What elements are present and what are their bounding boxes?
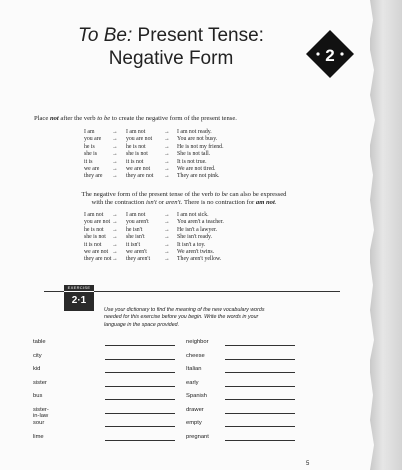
vocab-word: drawer xyxy=(186,406,204,413)
torn-page-edge xyxy=(370,0,402,470)
answer-line[interactable] xyxy=(225,386,295,387)
negative-form: we aren't xyxy=(126,248,147,255)
answer-line[interactable] xyxy=(225,372,295,373)
negative-form: I am not xyxy=(126,212,146,218)
page-number: 5 xyxy=(306,461,310,467)
negative-form: she isn't xyxy=(126,234,145,241)
example-sentence: We are not tired. xyxy=(177,165,216,172)
negative-form: you are not xyxy=(126,136,153,143)
pronoun-form: he is not xyxy=(84,226,104,233)
arrow-icon: → xyxy=(164,151,170,158)
arrow-icon: → xyxy=(164,173,170,180)
vocab-word: Italian xyxy=(186,366,202,372)
arrow-icon: → xyxy=(164,129,170,135)
pronoun-form: he is xyxy=(84,143,95,150)
exercise-badge: EXERCISE 2·1 xyxy=(64,285,94,311)
vocab-word: sister-in-law xyxy=(33,406,49,419)
negative-form: they are not xyxy=(126,173,154,180)
pronoun-form: you are not xyxy=(84,219,111,226)
example-sentence: I am not ready. xyxy=(177,129,212,135)
arrow-icon: → xyxy=(164,241,170,248)
arrow-icon: → xyxy=(164,143,170,150)
answer-line[interactable] xyxy=(105,372,175,373)
answer-line[interactable] xyxy=(105,426,175,427)
vocab-word: empty xyxy=(186,420,202,426)
pronoun-form: I am not xyxy=(84,212,104,218)
example-sentence: They are not pink. xyxy=(177,173,220,180)
pronoun-form: we are xyxy=(84,165,100,172)
negative-form: you aren't xyxy=(126,219,149,226)
pronoun-form: you are xyxy=(84,136,102,143)
arrow-icon: → xyxy=(112,248,118,255)
arrow-icon: → xyxy=(112,241,118,248)
vocab-word: pregnant xyxy=(186,433,209,440)
example-sentence: He isn't a lawyer. xyxy=(177,226,218,233)
answer-line[interactable] xyxy=(225,345,295,346)
intro-paragraph-1: Place not after the verb to be to create the negative form of the present tense. xyxy=(34,115,237,122)
answer-line[interactable] xyxy=(105,440,175,441)
arrow-icon: → xyxy=(164,219,170,226)
negative-form: it is not xyxy=(126,158,144,165)
arrow-icon: → xyxy=(164,212,170,218)
vocab-word: sour xyxy=(33,420,45,426)
example-sentence: You aren't a teacher. xyxy=(177,219,224,226)
exercise-rule xyxy=(94,291,340,292)
negative-form: he isn't xyxy=(126,226,143,233)
pronoun-form: I am xyxy=(84,129,95,135)
vocab-word: city xyxy=(33,352,42,359)
negative-form: she is not xyxy=(126,151,148,158)
vocab-word: table xyxy=(33,339,46,345)
negative-form: he is not xyxy=(126,143,146,150)
chapter-number: 2 xyxy=(325,46,335,65)
example-sentence: He is not my friend. xyxy=(177,143,224,150)
vocab-word: Spanish xyxy=(186,393,207,399)
example-sentence: They aren't yellow. xyxy=(177,256,222,263)
vocab-word: neighbor xyxy=(186,339,209,345)
answer-line[interactable] xyxy=(105,399,175,400)
arrow-icon: → xyxy=(112,129,118,135)
example-sentence: You are not busy. xyxy=(177,136,218,143)
example-sentence: We aren't twins. xyxy=(177,248,215,255)
example-sentence: It isn't a toy. xyxy=(177,241,206,248)
example-sentence: She is not tall. xyxy=(177,151,211,158)
answer-line[interactable] xyxy=(105,413,175,414)
pronoun-form: it is not xyxy=(84,241,102,248)
arrow-icon: → xyxy=(112,165,118,172)
negative-form: it isn't xyxy=(126,241,141,248)
pronoun-form: we are not xyxy=(84,248,109,255)
vocab-word: sister xyxy=(33,379,47,386)
example-sentence: It is not true. xyxy=(177,158,207,165)
answer-line[interactable] xyxy=(225,359,295,360)
arrow-icon: → xyxy=(112,143,118,150)
pronoun-form: she is not xyxy=(84,234,106,241)
arrow-icon: → xyxy=(164,234,170,241)
intro-paragraph-2: The negative form of the present tense of the verb to be can also be expressed with the contraction isn't or aren't. There is no contraction for am not. xyxy=(81,191,287,206)
arrow-icon: → xyxy=(112,234,118,241)
page-title: To Be: Present Tense: Negative Form xyxy=(78,25,264,69)
arrow-icon: → xyxy=(112,136,118,143)
exercise-rule-left xyxy=(44,291,64,292)
answer-line[interactable] xyxy=(105,359,175,360)
negative-form: we are not xyxy=(126,165,151,172)
arrow-icon: → xyxy=(164,226,170,233)
negative-form: they aren't xyxy=(126,256,151,263)
chapter-badge xyxy=(306,30,354,83)
pronoun-form: they are not xyxy=(84,256,112,263)
arrow-icon: → xyxy=(112,226,118,233)
arrow-icon: → xyxy=(112,256,118,263)
answer-line[interactable] xyxy=(225,440,295,441)
arrow-icon: → xyxy=(164,158,170,165)
vocab-word: lime xyxy=(33,433,44,440)
pronoun-form: it is xyxy=(84,158,93,165)
vocab-word: cheese xyxy=(186,352,205,359)
pronoun-form: she is xyxy=(84,151,98,158)
answer-line[interactable] xyxy=(105,386,175,387)
vocab-word: kid xyxy=(33,366,41,372)
arrow-icon: → xyxy=(112,158,118,165)
arrow-icon: → xyxy=(112,212,118,218)
example-sentence: She isn't ready. xyxy=(177,234,212,241)
arrow-icon: → xyxy=(112,219,118,226)
negative-form: I am not xyxy=(126,129,146,135)
pronoun-form: they are xyxy=(84,173,103,180)
answer-line[interactable] xyxy=(225,399,295,400)
arrow-icon: → xyxy=(164,136,170,143)
example-sentence: I am not sick. xyxy=(177,212,209,218)
arrow-icon: → xyxy=(112,173,118,180)
answer-line[interactable] xyxy=(105,345,175,346)
answer-line[interactable] xyxy=(225,413,295,414)
exercise-instructions: Use your dictionary to find the meaning of the new vocabulary words needed for this exercise before you begin. Write the words in your language in the space provided. xyxy=(104,307,265,328)
arrow-icon: → xyxy=(164,256,170,263)
vocab-word: bus xyxy=(33,393,43,399)
arrow-icon: → xyxy=(164,165,170,172)
answer-line[interactable] xyxy=(225,426,295,427)
arrow-icon: → xyxy=(112,151,118,158)
vocab-word: early xyxy=(186,379,199,386)
arrow-icon: → xyxy=(164,248,170,255)
